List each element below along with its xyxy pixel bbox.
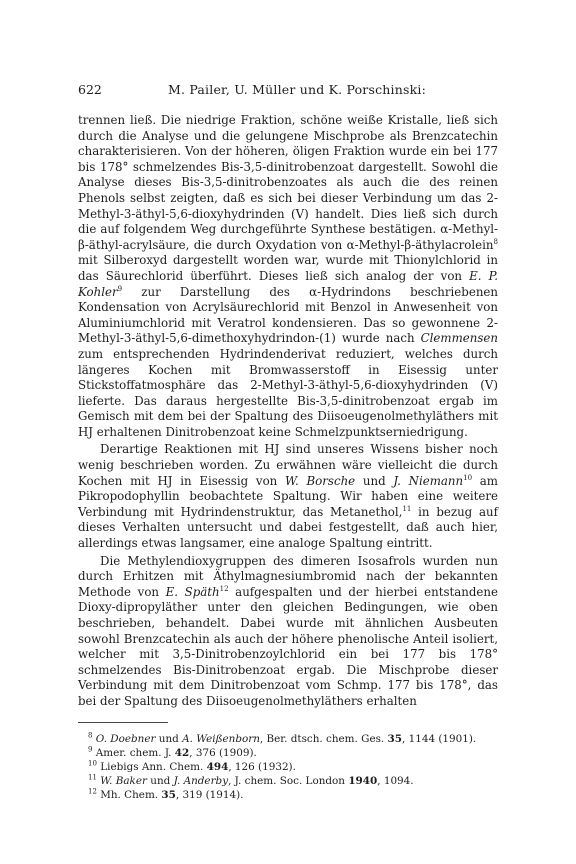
running-title: M. Pailer, U. Müller und K. Porschinski:	[168, 82, 426, 97]
footnote-ref: 9	[88, 745, 93, 754]
text-run: Derartige Reaktionen mit HJ sind unseres Wissens bisher noch wenig beschrieben worden. Zu erwähnen wäre vielleicht die durch Kochen mit HJ in Eisessig von	[78, 442, 498, 488]
footnote	[88, 774, 498, 788]
footnote	[88, 760, 498, 774]
author-name: J. Niemann	[393, 473, 464, 488]
paragraph	[78, 442, 498, 551]
footnote-ref: 11	[402, 504, 412, 513]
text-run: Liebigs Ann. Chem.	[96, 761, 207, 773]
text-run: aufgespalten und der hierbei entstandene Dioxy-dipropyläther unter den gleichen Bedingungen, wie oben beschrieben, behandelt. Dabei wurde mit ähnlichen Ausbeuten sowohl Brenzcatechin als auch der höhere phenolische Anteil isoliert, welcher mit 3,5-Dinitrobenzoylchlorid ein bei 177 bis 178° schmelzendes Bis-Dinitrobenzoat ergab. Die Mischprobe dieser Verbindung mit dem Dinitrobenzoat vom Schmp. 177 bis 178°, das bei der Spaltung des Diisoeugenolmethyläthers erhalten	[78, 584, 498, 708]
footnote-ref: 12	[219, 584, 229, 593]
text-run: und	[146, 775, 174, 787]
volume-number: 35	[387, 733, 402, 745]
text-run: in bezug auf dieses Verhalten untersucht und dabei festgestellt, daß auch hier, allerdings etwas langsamer, eine analoge Spaltung eintritt.	[78, 504, 499, 551]
page-number: 622	[78, 82, 102, 97]
volume-number: 494	[206, 761, 229, 773]
footnote	[88, 746, 498, 760]
paragraph	[78, 554, 498, 710]
footnote-ref: 12	[88, 787, 97, 796]
text-run: , 319 (1914).	[175, 789, 244, 801]
text-run: Mh. Chem.	[96, 789, 162, 801]
text-run: und	[355, 473, 394, 488]
footnote-ref: 10	[463, 473, 473, 482]
running-header	[78, 82, 498, 98]
text-run: , J. chem. Soc. London	[228, 775, 349, 787]
text-run: und	[155, 733, 183, 745]
text-run: , 1144 (1901).	[402, 733, 477, 745]
footnote-ref: 9	[117, 284, 123, 293]
author-name: A. Weißenborn	[182, 733, 260, 745]
volume-number: 35	[161, 789, 176, 801]
body-text	[78, 113, 498, 710]
text-run: , 1094.	[377, 775, 414, 787]
text-run: , 126 (1932).	[228, 761, 296, 773]
footnotes	[88, 732, 498, 802]
text-run: am Pikropodophyllin beobachtete Spaltung. Wir haben eine weitere Verbindung mit Hydrindenstruktur, das Metanethol,	[78, 473, 498, 519]
author-name: Clemmensen	[420, 331, 498, 346]
text-run: Die Methylendioxygruppen des dimeren Isosafrols wurden nun durch Erhitzen mit Äthylmagnesiumbromid nach der bekannten Methode von	[78, 553, 498, 599]
paragraph	[78, 113, 498, 440]
footnote-ref: 8	[493, 237, 498, 246]
author-name: E. Späth	[165, 584, 220, 599]
text-run: Amer. chem. J.	[92, 747, 175, 759]
text-run: zur Darstellung des α-Hydrindons beschriebenen Kondensation von Acrylsäurechlorid mit Benzol in Anwesenheit von Aluminiumchlorid mit Veratrol kondensieren. Das so gewonnene 2-Methyl-3-äthyl-5,6-dimethoxyhydrindon-(1) wurde nach	[78, 284, 498, 346]
text-run: trennen ließ. Die niedrige Fraktion, schöne weiße Kristalle, ließ sich durch die Analyse und die gelungene Mischprobe als Brenzcatechin charakterisieren. Von der höheren, öligen Fraktion wurde ein bei 177 bis 178° schmelzendes Bis-3,5-dinitrobenzoat dargestellt. Sowohl die Analyse dieses Bis-3,5-dinitrobenzoates als auch die des reinen Phenols selbst zeigten, daß es sich bei dieser Verbindung um das 2-Methyl-3-äthyl-5,6-dioxyhydrinden (V) handelt. Dies ließ sich durch die auf folgendem Weg durchgeführte Synthese bestätigen. α-Methyl-β-äthyl-acrylsäure, die durch Oxydation von α-Methyl-β-äthylacrolein	[78, 113, 498, 252]
footnote-ref: 8	[88, 731, 93, 740]
volume-number: 1940	[348, 775, 378, 787]
footnote-rule	[78, 722, 168, 723]
author-name: E. P. Kohler	[78, 268, 498, 299]
text-run: zum entsprechenden Hydrindenderivat reduziert, welches durch längeres Kochen mit Bromwasserstoff in Eisessig unter Stickstoffatmosphäre das 2-Methyl-3-äthyl-5,6-dioxyhydrinden (V) lieferte. Das daraus hergestellte Bis-3,5-dinitrobenzoat ergab im Gemisch mit dem bei der Spaltung des Diisoeugenolmethyläthers mit HJ erhaltenen Dinitrobenzoat keine Schmelzpunktserniedrigung.	[78, 346, 498, 439]
text-run: , 376 (1909).	[189, 747, 257, 759]
footnote-ref: 10	[88, 759, 97, 768]
author-name: W. Baker	[100, 775, 147, 787]
author-name: O. Doebner	[95, 733, 156, 745]
text-run: mit Silberoxyd dargestellt worden war, wurde mit Thionylchlorid in das Säurechlorid überführt. Dieses ließ sich analog der von	[78, 253, 498, 283]
author-name: J. Anderby	[173, 775, 229, 787]
footnote-ref: 11	[88, 773, 97, 782]
footnote	[88, 732, 498, 746]
author-name: W. Borsche	[284, 473, 356, 488]
volume-number: 42	[174, 747, 190, 759]
footnote	[88, 788, 498, 802]
text-run: , Ber. dtsch. chem. Ges.	[259, 733, 388, 745]
